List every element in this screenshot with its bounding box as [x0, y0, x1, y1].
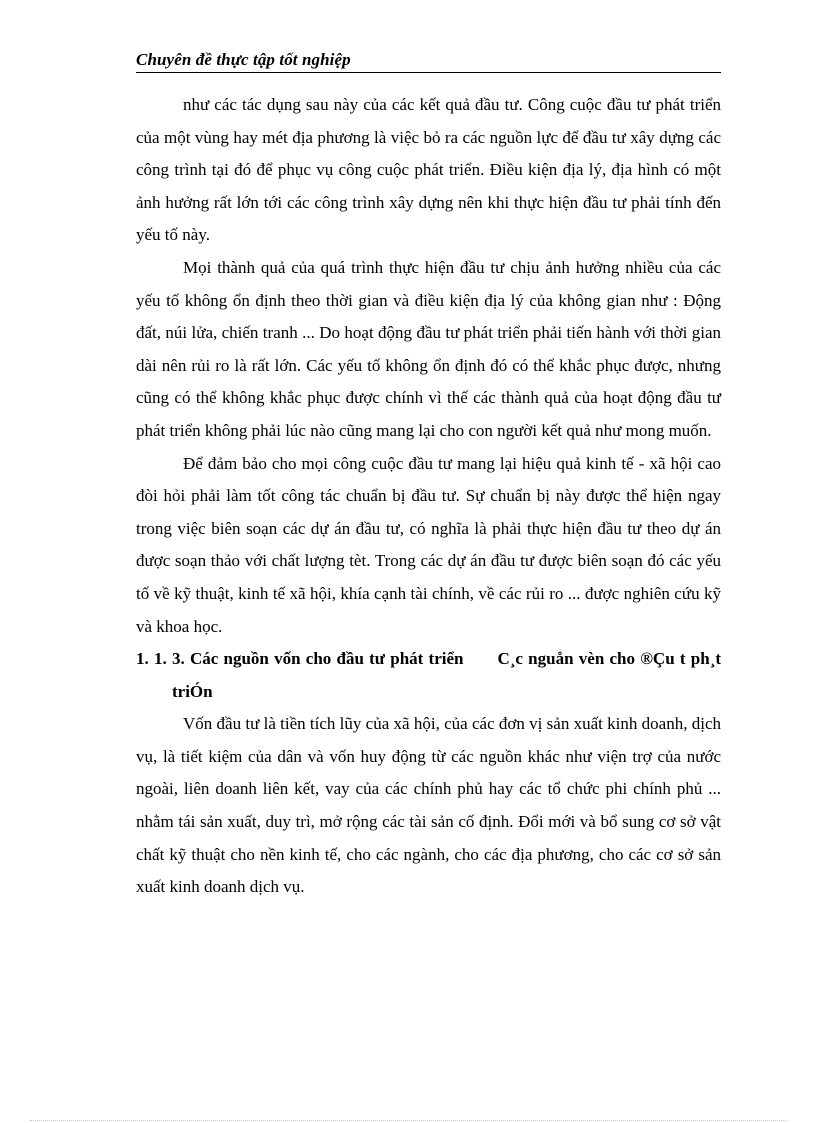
paragraph-1: như các tác dụng sau này của các kết quả đầu tư. Công cuộc đầu tư phát triển của một vùng hay mét địa phương là việc bỏ ra các nguồn lực để đầu tư xây dựng các công trình tại đó để phục vụ công cuộc phát triển. Điều kiện địa lý, địa hình có một ảnh hưởng rất lớn tới các công trình xây dựng nên khi thực hiện đầu tư phải tính đến yếu tố này.	[136, 95, 721, 245]
section-title: Các nguồn vốn cho đầu tư phát triển	[189, 649, 464, 669]
paragraph-3: Để đảm bảo cho mọi công cuộc đầu tư mang lại hiệu quả kinh tế - xã hội cao đòi hỏi phải làm tốt công tác chuẩn bị đầu tư. Sự chuẩn bị này được thể hiện ngay trong việc biên soạn các dự án đầu tư, có nghĩa là phải thực hiện đầu tư theo dự án được soạn thảo với chất lượng tèt. Trong các dự án đầu tư được biên soạn đó các yếu tố về kỹ thuật, kinh tế xã hội, khía cạnh tài chính, về các rủi ro ... được nghiên cứu kỹ và khoa học.	[136, 453, 721, 636]
section-heading	[136, 643, 721, 708]
page-bottom-divider	[30, 1120, 786, 1121]
section-number: 1. 1. 3.	[136, 649, 185, 669]
header-title: Chuyên đề thực tập tốt nghiệp	[136, 50, 351, 69]
page-header	[136, 48, 721, 73]
paragraph-2: Mọi thành quả của quá trình thực hiện đầu tư chịu ảnh hưởng nhiều của các yếu tố không ổn định theo thời gian và điều kiện địa lý của không gian như : Động đất, núi lửa, chiến tranh ... Do hoạt động đầu tư phát triển phải tiến hành với thời gian dài nên rủi ro là rất lớn. Các yếu tố không ổn định đó có thể khắc phục được, nhưng cũng có thể không khắc phục được chính vì thế các thành quả của hoạt động đầu tư phát triển không phải lúc nào cũng mang lại cho con người kết quả như mong muốn.	[136, 257, 721, 440]
document-body	[136, 89, 721, 904]
section-title-garbled: C¸c nguån vèn cho ®Çu t ph¸t triÓn	[172, 649, 722, 701]
paragraph-4: Vốn đầu tư là tiền tích lũy của xã hội, của các đơn vị sản xuất kinh doanh, dịch vụ, là tiết kiệm của dân và vốn huy động từ các nguồn khác như viện trợ của nước ngoài, liên doanh liên kết, vay của các chính phủ hay các tổ chức phi chính phủ ... nhằm tái sản xuất, duy trì, mở rộng các tài sản cố định. Đổi mới và bổ sung cơ sở vật chất kỹ thuật cho nền kinh tế, cho các ngành, cho các địa phương, cho các cơ sở sản xuất kinh doanh dịch vụ.	[136, 714, 721, 897]
